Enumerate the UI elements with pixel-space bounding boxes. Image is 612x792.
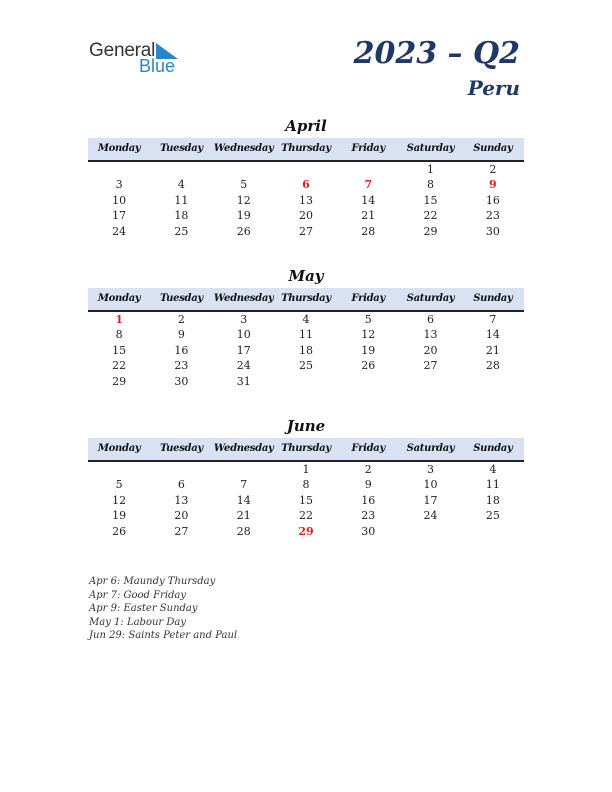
date-cell: 4	[302, 313, 310, 326]
date-cell: 20	[423, 343, 438, 357]
date-cell	[462, 374, 524, 389]
weekday-label: Monday	[97, 443, 141, 454]
date-cell: 24	[423, 509, 438, 523]
date-cell: 25	[174, 224, 189, 238]
date-cell: 27	[298, 224, 313, 238]
month-april	[88, 116, 524, 239]
date-cell: 15	[423, 193, 438, 207]
holiday-item: Jun 29: Saints Peter and Paul	[89, 630, 238, 641]
date-cell: 17	[112, 209, 127, 223]
date-cell: 24	[112, 224, 127, 238]
date-cell: 30	[361, 524, 376, 538]
date-cell: 11	[298, 328, 313, 342]
date-cell: 3	[427, 463, 435, 476]
date-cell: 22	[112, 359, 127, 373]
date-cell	[399, 524, 461, 539]
weekday-label: Wednesday	[213, 293, 274, 304]
weekday-label: Tuesday	[159, 143, 203, 154]
date-cell: 31	[236, 374, 251, 388]
date-cell: 5	[364, 313, 372, 326]
weekday-header	[88, 288, 524, 312]
weekday-label: Saturday	[406, 443, 455, 454]
date-cell: 23	[485, 209, 500, 223]
date-cell: 18	[298, 343, 313, 357]
date-cell: 10	[423, 478, 438, 492]
date-cell: 2	[489, 163, 497, 176]
month-title: June	[286, 417, 326, 435]
date-cell: 10	[236, 328, 251, 342]
weekday-header	[88, 138, 524, 162]
weekday-label: Thursday	[281, 293, 331, 304]
date-cell: 1	[427, 163, 435, 176]
date-cell: 19	[236, 209, 251, 223]
weekday-label: Tuesday	[159, 443, 203, 454]
date-cell: 14	[236, 493, 251, 507]
date-cell: 3	[115, 178, 123, 192]
holiday-item: Apr 6: Maundy Thursday	[89, 576, 216, 587]
date-cell	[213, 462, 275, 477]
date-cell: 4	[177, 178, 185, 192]
holiday-date-cell: 9	[489, 178, 497, 192]
date-cell: 8	[302, 478, 310, 492]
weekday-label: Tuesday	[159, 293, 203, 304]
weekday-label: Friday	[351, 293, 385, 304]
date-cell	[462, 524, 524, 539]
date-cell: 2	[364, 463, 372, 476]
date-cell: 23	[361, 509, 376, 523]
holiday-date-cell: 6	[302, 178, 310, 192]
date-cell: 26	[236, 224, 251, 238]
date-cell: 9	[177, 328, 185, 342]
date-cell: 20	[174, 509, 189, 523]
date-cell: 17	[423, 493, 438, 507]
weekday-label: Friday	[351, 143, 385, 154]
month-title: April	[285, 117, 327, 135]
date-cell: 21	[485, 343, 500, 357]
weekday-label: Saturday	[406, 143, 455, 154]
date-cell: 13	[174, 493, 189, 507]
weekday-label: Monday	[97, 293, 141, 304]
date-cell: 16	[174, 343, 189, 357]
weekday-label: Sunday	[473, 443, 513, 454]
date-cell: 24	[236, 359, 251, 373]
week-row	[88, 162, 524, 177]
week-row	[88, 193, 524, 208]
date-cell: 15	[298, 493, 313, 507]
date-cell: 30	[174, 374, 189, 388]
month-title: May	[288, 267, 324, 285]
weekday-label: Wednesday	[213, 143, 274, 154]
week-row	[88, 524, 524, 539]
date-cell	[213, 162, 275, 177]
week-row	[88, 224, 524, 239]
weekday-label: Sunday	[473, 143, 513, 154]
date-cell	[337, 162, 399, 177]
date-cell	[88, 462, 150, 477]
week-row	[88, 358, 524, 373]
date-cell: 27	[423, 359, 438, 373]
date-cell: 26	[361, 359, 376, 373]
holiday-item: May 1: Labour Day	[89, 616, 186, 628]
holiday-item: Apr 7: Good Friday	[89, 589, 187, 601]
date-cell: 21	[236, 509, 251, 523]
weekday-label: Saturday	[406, 293, 455, 304]
country-name: Peru	[467, 76, 520, 100]
page-title: 2023 – Q2	[353, 36, 520, 71]
date-cell: 3	[240, 313, 248, 326]
date-cell: 16	[485, 193, 500, 207]
holiday-item: Apr 9: Easter Sunday	[89, 603, 198, 614]
date-cell: 5	[115, 478, 123, 492]
date-cell: 8	[115, 328, 123, 342]
date-cell: 14	[361, 193, 376, 207]
date-cell: 29	[112, 374, 127, 388]
date-cell: 13	[298, 193, 313, 207]
weekday-label: Friday	[351, 443, 385, 454]
date-cell: 12	[361, 328, 376, 342]
holiday-date-cell: 7	[364, 178, 373, 192]
date-cell: 18	[485, 493, 500, 507]
date-cell: 12	[112, 493, 127, 507]
weekday-label: Sunday	[473, 293, 513, 304]
weekday-label: Monday	[97, 143, 141, 154]
date-cell: 13	[423, 328, 438, 342]
date-cell: 28	[485, 359, 500, 373]
date-cell: 22	[423, 209, 438, 223]
date-cell: 27	[174, 524, 189, 538]
date-cell: 22	[298, 509, 313, 523]
date-cell: 4	[489, 463, 497, 476]
date-cell: 11	[485, 478, 500, 492]
weekday-label: Thursday	[281, 443, 331, 454]
date-cell: 21	[361, 209, 376, 223]
date-cell: 23	[174, 359, 189, 373]
week-row	[88, 343, 524, 358]
date-cell: 19	[112, 509, 127, 523]
date-cell	[275, 162, 337, 177]
date-cell: 28	[236, 524, 251, 538]
week-row	[88, 177, 524, 192]
month-may	[88, 266, 524, 389]
week-row	[88, 312, 524, 327]
date-cell: 8	[427, 178, 435, 192]
weekday-label: Thursday	[281, 143, 331, 154]
date-cell: 25	[485, 509, 500, 523]
date-cell	[275, 374, 337, 389]
date-cell: 10	[112, 193, 127, 207]
week-row	[88, 508, 524, 523]
date-cell: 16	[361, 493, 376, 507]
date-cell: 28	[361, 224, 376, 238]
week-row	[88, 493, 524, 508]
week-row	[88, 327, 524, 342]
generalblue-logo	[89, 40, 199, 80]
date-cell: 6	[427, 313, 435, 326]
holiday-date-cell: 1	[115, 313, 123, 326]
date-cell: 14	[485, 328, 500, 342]
week-row	[88, 374, 524, 389]
date-cell: 12	[236, 193, 251, 207]
date-cell: 30	[485, 224, 500, 238]
date-cell: 2	[177, 313, 185, 326]
date-cell: 7	[489, 313, 497, 326]
holiday-list	[89, 575, 237, 643]
date-cell	[150, 162, 212, 177]
date-cell: 18	[174, 209, 189, 223]
date-cell: 1	[302, 463, 310, 476]
date-cell: 26	[112, 524, 127, 538]
week-row	[88, 477, 524, 492]
week-row	[88, 462, 524, 477]
date-cell: 19	[361, 343, 376, 357]
date-cell: 6	[177, 478, 185, 492]
date-cell	[150, 462, 212, 477]
weekday-header	[88, 438, 524, 462]
month-june	[88, 416, 524, 539]
date-cell: 25	[298, 359, 313, 373]
date-cell: 7	[240, 478, 248, 492]
date-cell: 20	[298, 209, 313, 223]
date-cell	[399, 374, 461, 389]
date-cell	[88, 162, 150, 177]
logo-text-general: General	[89, 40, 156, 61]
logo-text-blue: Blue	[139, 56, 176, 76]
date-cell: 17	[236, 343, 251, 357]
date-cell: 29	[423, 224, 438, 238]
week-row	[88, 208, 524, 223]
date-cell	[337, 374, 399, 389]
weekday-label: Wednesday	[213, 443, 274, 454]
date-cell: 11	[174, 193, 189, 207]
holiday-date-cell: 29	[298, 524, 314, 538]
date-cell: 9	[364, 478, 372, 492]
date-cell: 15	[112, 343, 127, 357]
date-cell: 5	[240, 178, 248, 192]
